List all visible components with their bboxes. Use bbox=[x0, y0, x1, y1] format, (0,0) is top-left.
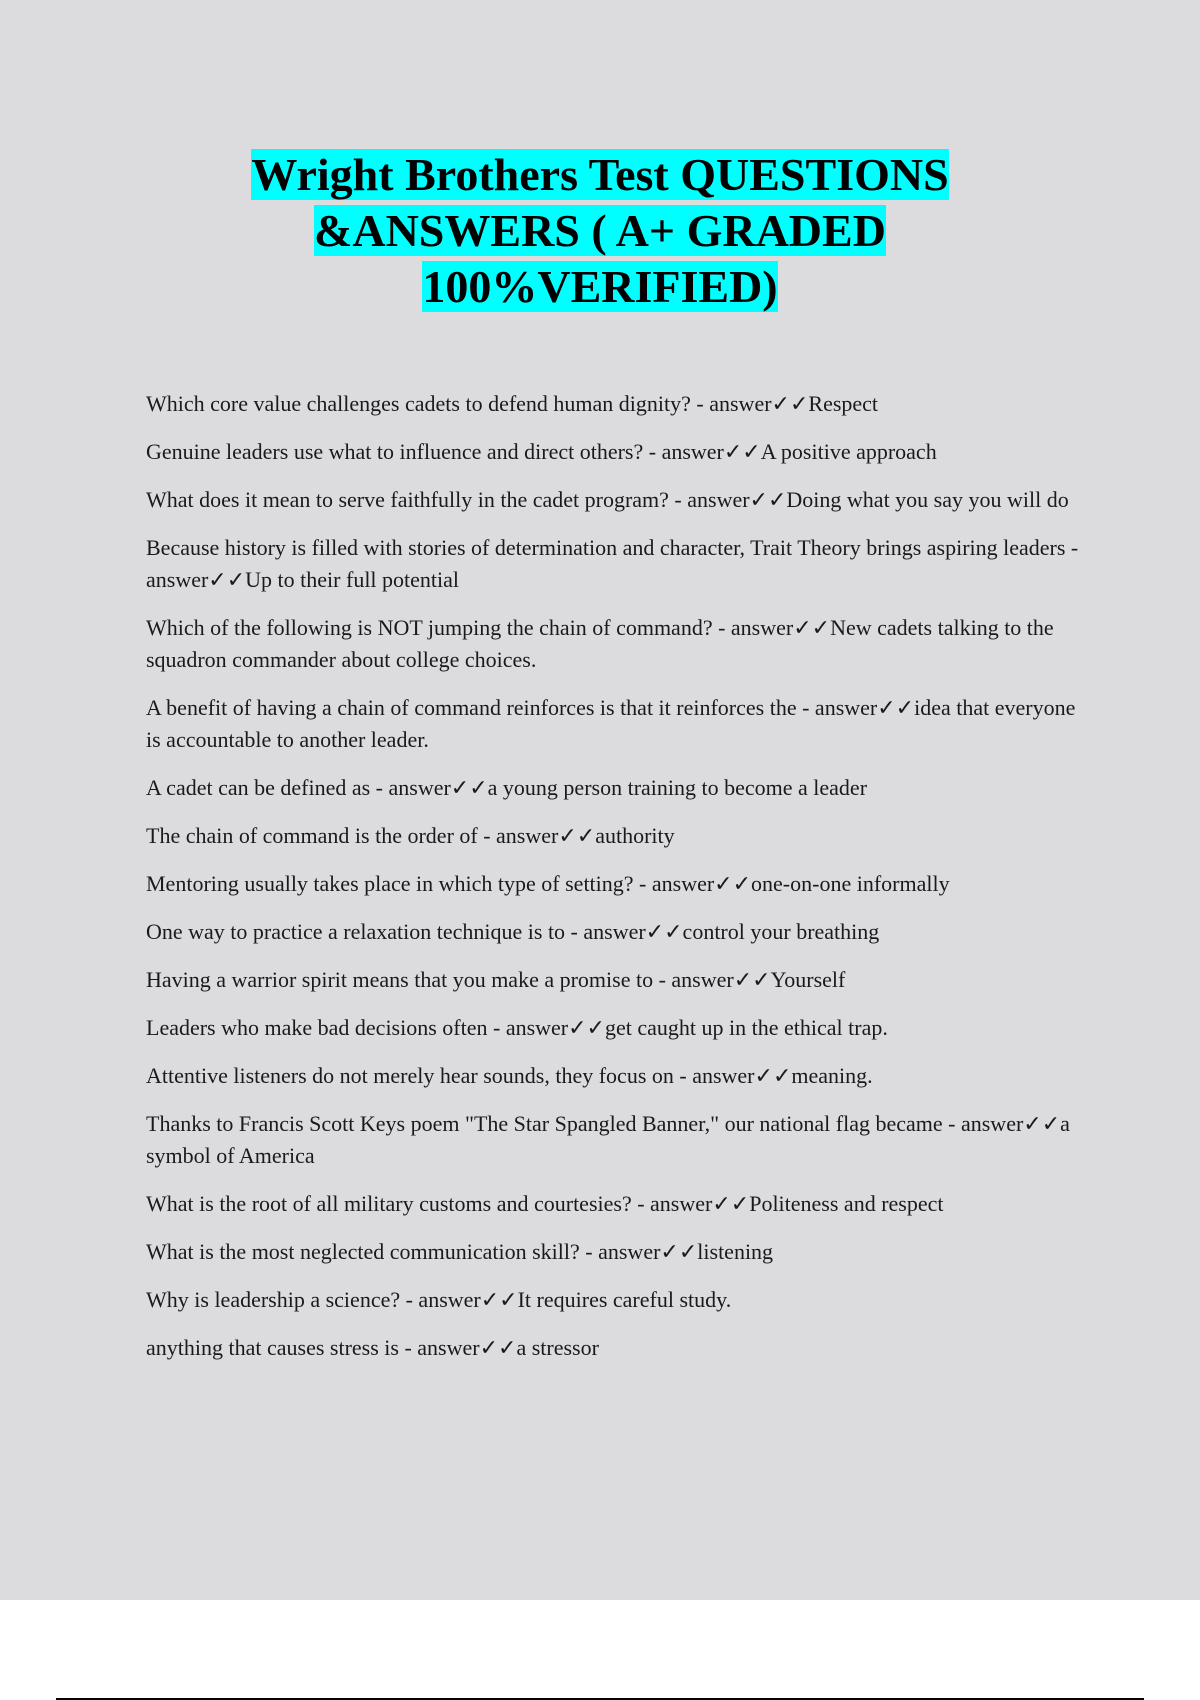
question-answer-list bbox=[146, 388, 1086, 1380]
title-line-3: 100%VERIFIED) bbox=[422, 261, 778, 312]
document-title bbox=[0, 147, 1200, 315]
qa-item: A cadet can be defined as - answer✓✓a young person training to become a leader bbox=[146, 775, 868, 800]
qa-item: Genuine leaders use what to influence and direct others? - answer✓✓A positive approach bbox=[146, 439, 937, 464]
qa-item: Which core value challenges cadets to defend human dignity? - answer✓✓Respect bbox=[146, 391, 879, 416]
qa-item: Attentive listeners do not merely hear sounds, they focus on - answer✓✓meaning. bbox=[146, 1063, 873, 1088]
title-line-1: Wright Brothers Test QUESTIONS bbox=[251, 149, 949, 200]
qa-item: anything that causes stress is - answer✓✓a stressor bbox=[146, 1335, 599, 1360]
qa-item: A benefit of having a chain of command reinforces is that it reinforces the - answer✓✓idea that everyone is accountable to another leader. bbox=[146, 695, 1076, 752]
qa-item: What is the root of all military customs and courtesies? - answer✓✓Politeness and respect bbox=[146, 1191, 944, 1216]
qa-item: Because history is filled with stories of determination and character, Trait Theory brings aspiring leaders - answer✓✓Up to their full potential bbox=[146, 535, 1079, 592]
qa-item: Leaders who make bad decisions often - answer✓✓get caught up in the ethical trap. bbox=[146, 1015, 888, 1040]
qa-item: Why is leadership a science? - answer✓✓It requires careful study. bbox=[146, 1287, 732, 1312]
qa-item: Thanks to Francis Scott Keys poem "The Star Spangled Banner," our national flag became - answer✓✓a symbol of America bbox=[146, 1111, 1070, 1168]
qa-item: One way to practice a relaxation technique is to - answer✓✓control your breathing bbox=[146, 919, 880, 944]
qa-item: Which of the following is NOT jumping the chain of command? - answer✓✓New cadets talking to the squadron commander about college choices. bbox=[146, 615, 1054, 672]
qa-item: What does it mean to serve faithfully in the cadet program? - answer✓✓Doing what you say you will do bbox=[146, 487, 1069, 512]
title-line-2: &ANSWERS ( A+ GRADED bbox=[314, 205, 886, 256]
qa-item: The chain of command is the order of - answer✓✓authority bbox=[146, 823, 675, 848]
qa-item: Mentoring usually takes place in which type of setting? - answer✓✓one-on-one informally bbox=[146, 871, 950, 896]
qa-item: What is the most neglected communication skill? - answer✓✓listening bbox=[146, 1239, 774, 1264]
qa-item: Having a warrior spirit means that you make a promise to - answer✓✓Yourself bbox=[146, 967, 846, 992]
